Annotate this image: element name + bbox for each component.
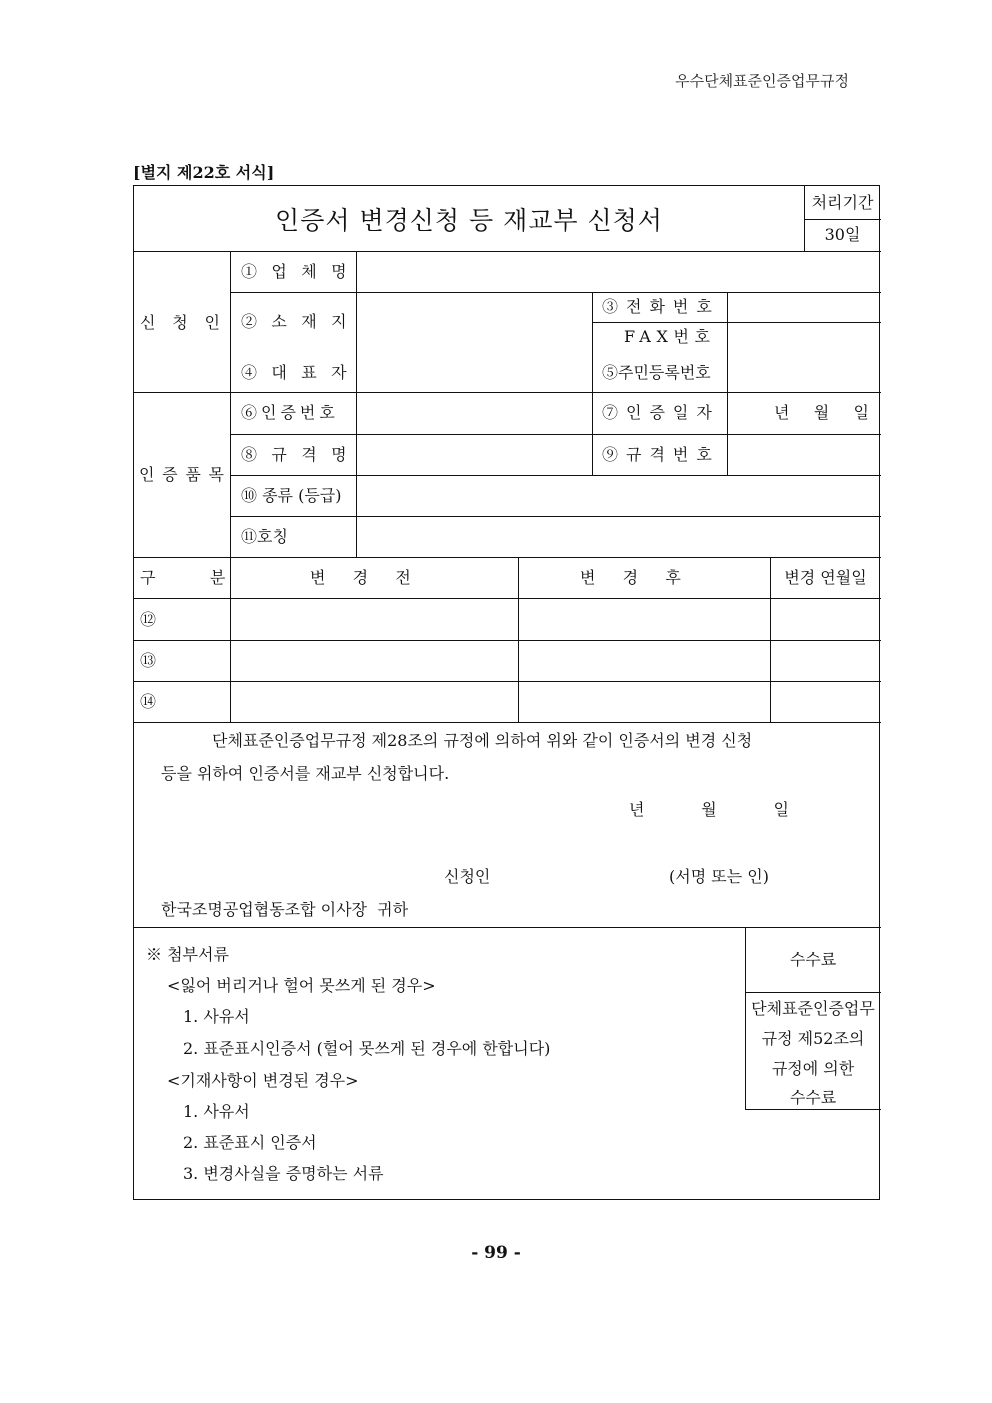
label-cert-date: ⑦인증일자 [602, 403, 720, 422]
attachments-case1-item-1: 1. 사유서 [183, 1007, 250, 1026]
form-number-label: [별지 제22호 서식] [133, 163, 275, 182]
regulation-name-header: 우수단체표준인증업무규정 [675, 72, 849, 90]
attachments-case1-title: <잃어 버리거나 헐어 못쓰게 된 경우> [167, 976, 436, 995]
label-cert-number: ⑥인증번호 [241, 403, 339, 422]
attachments-case2-item-2: 2. 표준표시 인증서 [183, 1133, 317, 1152]
label-designation: ⑪호칭 [241, 527, 288, 546]
row-number-12: ⑫ [140, 610, 157, 629]
fee-description-line-2: 규정 제52조의 [761, 1029, 865, 1048]
row-number-13: ⑬ [140, 651, 157, 670]
applicant-section-label: 신 청 인 [140, 313, 220, 332]
application-form [133, 185, 880, 1200]
attachments-case2-item-1: 1. 사유서 [183, 1102, 250, 1121]
input-standard-number[interactable] [728, 435, 881, 475]
input-kind[interactable] [357, 476, 881, 516]
input-representative[interactable] [357, 352, 592, 392]
statement-line-2: 등을 위하여 인증서를 재교부 신청합니다. [161, 764, 450, 783]
applicant-signature-label: 신청인 [444, 867, 491, 886]
label-fax: FAX번호 [624, 327, 716, 346]
attachments-header: ※ 첨부서류 [146, 945, 229, 964]
processing-period-label: 처리기간 [811, 192, 874, 212]
application-date: 년 월 일 [629, 800, 789, 819]
header-after-change: 변경후 [580, 567, 708, 587]
input-cert-number[interactable] [357, 393, 592, 434]
input-resident-number[interactable] [728, 352, 881, 392]
cert-date-value: 년 월 일 [774, 403, 869, 422]
input-company-name[interactable] [357, 252, 881, 292]
signature-placeholder: (서명 또는 인) [669, 867, 769, 886]
label-standard-name: ⑧규격명 [241, 445, 361, 464]
label-kind: ⑩ 종류 (등급) [241, 486, 342, 505]
page-number: - 99 - [471, 1243, 521, 1263]
statement-line-1: 단체표준인증업무규정 제28조의 규정에 의하여 위와 같이 인증서의 변경 신청 [212, 731, 753, 750]
row-number-14: ⑭ [140, 692, 157, 711]
label-address: ②소재지 [241, 312, 361, 331]
fee-description-line-4: 수수료 [789, 1088, 837, 1107]
input-designation[interactable] [357, 517, 881, 557]
processing-period-value: 30일 [824, 225, 861, 244]
attachments-case2-title: <기재사항이 변경된 경우> [167, 1071, 359, 1090]
label-representative: ④대표자 [241, 363, 361, 382]
label-resident-number: ⑤주민등록번호 [602, 363, 711, 382]
header-change-date: 변경 연월일 [784, 567, 867, 587]
header-category: 구분 [140, 568, 280, 587]
attachments-case2-item-3: 3. 변경사실을 증명하는 서류 [183, 1164, 384, 1183]
label-standard-number: ⑨규격번호 [602, 445, 720, 464]
fee-description-line-3: 규정에 의한 [771, 1059, 855, 1078]
input-standard-name[interactable] [357, 435, 592, 475]
addressee: 한국조명공업협동조합 이사장 귀하 [161, 900, 409, 919]
input-phone[interactable] [728, 293, 881, 322]
form-title: 인증서 변경신청 등 재교부 신청서 [275, 205, 663, 235]
label-company-name: ①업체명 [241, 262, 361, 281]
fee-description-line-1: 단체표준인증업무 [751, 999, 875, 1018]
fee-label: 수수료 [789, 949, 837, 969]
header-before-change: 변경전 [310, 567, 438, 587]
label-phone: ③전화번호 [602, 297, 720, 316]
attachments-case1-item-2: 2. 표준표시인증서 (헐어 못쓰게 된 경우에 한합니다) [183, 1039, 551, 1058]
product-section-label: 인 증 품 목 [139, 465, 224, 484]
